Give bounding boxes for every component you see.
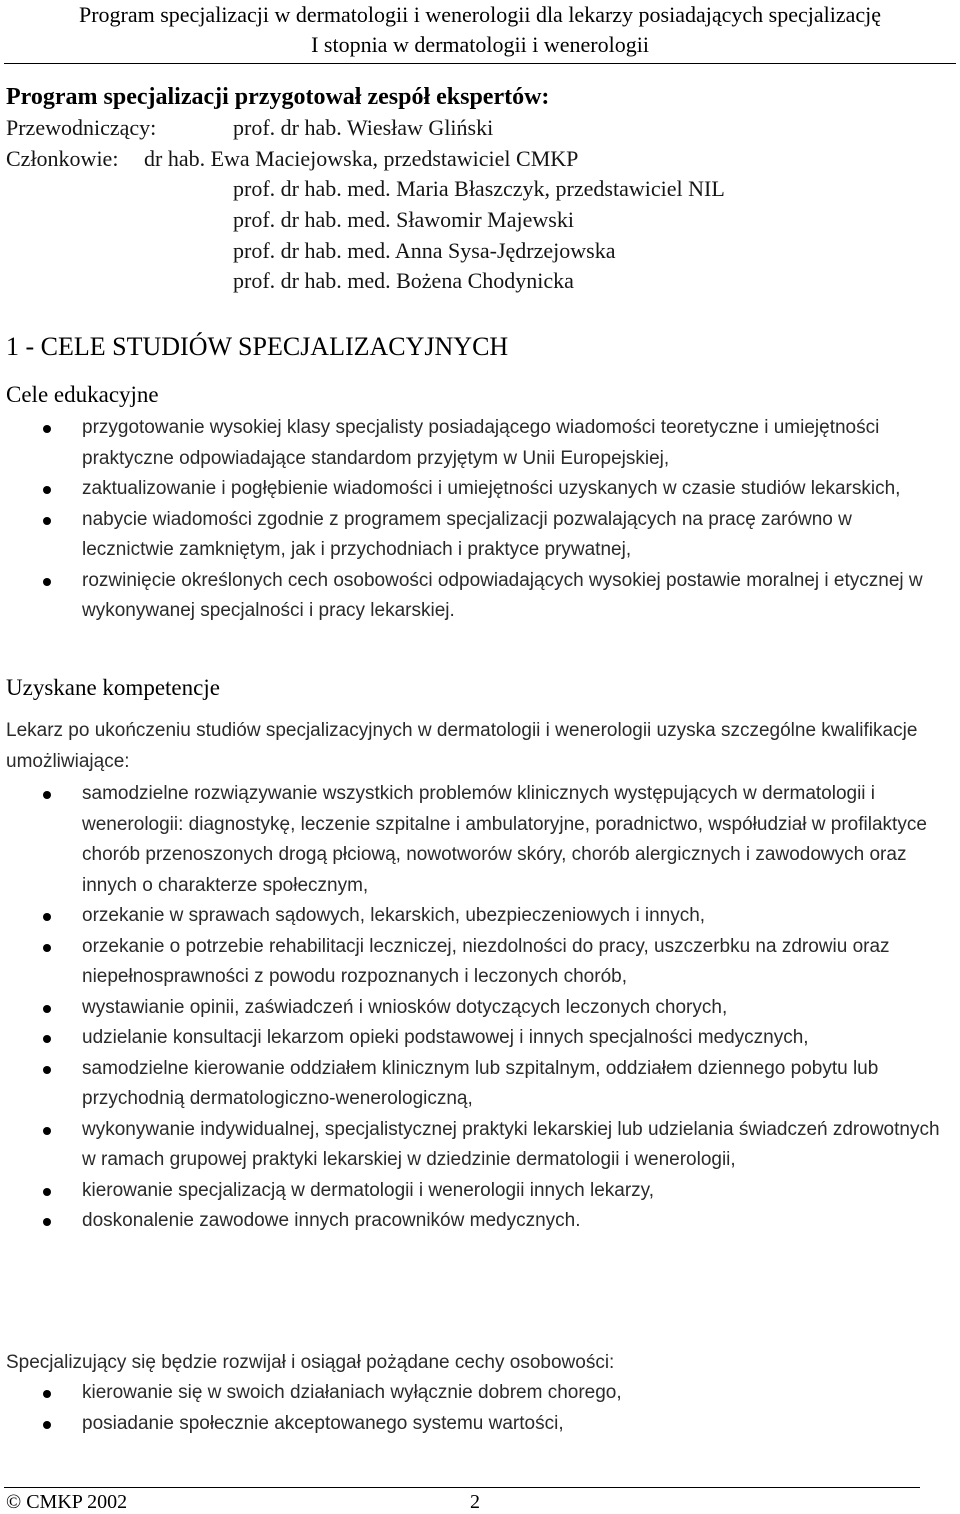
chair-name: prof. dr hab. Wiesław Gliński [233,115,494,140]
bullet-icon [43,1035,51,1043]
header-line-1: Program specjalizacji w dermatologii i wenerologii dla lekarzy posiadających specjalizację [78,2,882,27]
list-item [0,1409,960,1440]
bullet-icon [43,1390,51,1398]
list-item [0,1378,960,1409]
list-item [0,932,960,993]
chair-role-label: Przewodniczący: [6,115,157,140]
list-item-text: zaktualizowanie i pogłębienie wiadomości i umiejętności uzyskanych w czasie studiów lekarskich, [82,478,901,499]
footer-copyright: © CMKP 2002 [6,1491,128,1513]
competences-heading: Uzyskane kompetencje [6,675,220,700]
header-rule [4,63,956,64]
member-name: dr hab. Ewa Maciejowska, przedstawiciel CMKP [144,145,579,171]
competences-intro: Lekarz po ukończeniu studiów specjalizacyjnych w dermatologii i wenerologii uzyska szczególne kwalifikacje umożliwiające: [6,720,918,772]
section-heading: 1 - CELE STUDIÓW SPECJALIZACYJNYCH [6,332,509,361]
bullet-icon [43,1188,51,1196]
members-role-label: Członkowie: [6,145,119,171]
list-item [0,1206,960,1237]
bullet-icon [43,578,51,586]
member-name: prof. dr hab. med. Anna Sysa-Jędrzejowska [233,237,616,263]
page-header [0,0,960,60]
bullet-icon [43,1218,51,1226]
list-item-text: kierowanie się w swoich działaniach wyłącznie dobrem chorego, [82,1382,622,1403]
footer-rule [4,1487,920,1488]
bullet-icon [43,517,51,525]
traits-list [0,1378,960,1439]
bullet-icon [43,791,51,799]
list-item-text: samodzielne rozwiązywanie wszystkich problemów klinicznych występujących w dermatologii i wenerologii: diagnostykę, leczenie szpitalne i ambulatoryjne, poradnictwo, współudział w profilaktyce chorób przenoszonych drogą płciową, nowotworów skóry, chorób alergicznych i zawodowych oraz innych o charakterze społecznym, [82,783,927,896]
competences-list [0,779,960,1237]
list-item-text: posiadanie społecznie akceptowanego systemu wartości, [82,1412,564,1434]
member-name: prof. dr hab. med. Sławomir Majewski [233,207,574,233]
list-item-text: samodzielne kierowanie oddziałem klinicznym lub szpitalnym, oddziałem dziennego pobytu lub przychodnią dermatologiczno-wenerologiczną, [82,1057,879,1109]
list-item [0,901,960,932]
list-item [0,413,960,474]
list-item-text: przygotowanie wysokiej klasy specjalisty posiadającego wiadomości teoretyczne i umiejętności praktyczne odpowiadające standardom przyjętym w Unii Europejskiej, [82,417,880,469]
list-item-text: doskonalenie zawodowe innych pracowników medycznych. [82,1210,581,1231]
list-item [0,993,960,1024]
header-line-2: I stopnia w dermatologii i wenerologii [311,32,649,57]
bullet-icon [43,913,51,921]
list-item [0,505,960,566]
bullet-icon [43,486,51,494]
page-number: 2 [470,1491,480,1513]
list-item [0,1115,960,1176]
bullet-icon [43,1005,51,1013]
list-item-text: rozwinięcie określonych cech osobowości odpowiadających wysokiej postawie moralnej i etycznej w wykonywanej specjalności i pracy lekarskiej. [82,569,923,621]
list-item [0,779,960,901]
bullet-icon [43,1127,51,1135]
bullet-icon [43,1421,51,1429]
list-item [0,1023,960,1054]
bullet-icon [43,1066,51,1074]
list-item-text: udzielanie konsultacji lekarzom opieki podstawowej i innych specjalności medycznych, [82,1027,809,1048]
list-item [0,1176,960,1207]
experts-title: Program specjalizacji przygotował zespół ekspertów: [6,84,550,110]
bullet-icon [43,944,51,952]
list-item [0,1054,960,1115]
list-item [0,474,960,505]
list-item [0,566,960,627]
list-item-text: orzekanie o potrzebie rehabilitacji leczniczej, niezdolności do pracy, uszczerbku na zdrowiu oraz niepełnosprawności z powodu rozpoznanych i leczonych chorób, [82,935,890,987]
member-name: prof. dr hab. med. Bożena Chodynicka [233,268,574,294]
goals-heading: Cele edukacyjne [6,382,159,407]
bullet-icon [43,425,51,433]
list-item-text: orzekanie w sprawach sądowych, lekarskich, ubezpieczeniowych i innych, [82,905,706,926]
list-item-text: wykonywanie indywidualnej, specjalistycznej praktyki lekarskiej lub udzielania świadczeń zdrowotnych w ramach grupowej praktyki lekarskiej w dziedzinie dermatologii i wenerologii, [82,1118,940,1170]
traits-intro: Specjalizujący się będzie rozwijał i osiągał pożądane cechy osobowości: [6,1352,615,1373]
goals-list [0,413,960,627]
list-item-text: nabycie wiadomości zgodnie z programem specjalizacji pozwalających na pracę zarówno w lecznictwie zamkniętym, jak i przychodniach i praktyce prywatnej, [82,508,852,560]
list-item-text: kierowanie specjalizacją w dermatologii i wenerologii innych lekarzy, [82,1179,655,1201]
member-name: prof. dr hab. med. Maria Błaszczyk, przedstawiciel NIL [233,176,725,202]
list-item-text: wystawianie opinii, zaświadczeń i wniosków dotyczących leczonych chorych, [82,996,728,1018]
